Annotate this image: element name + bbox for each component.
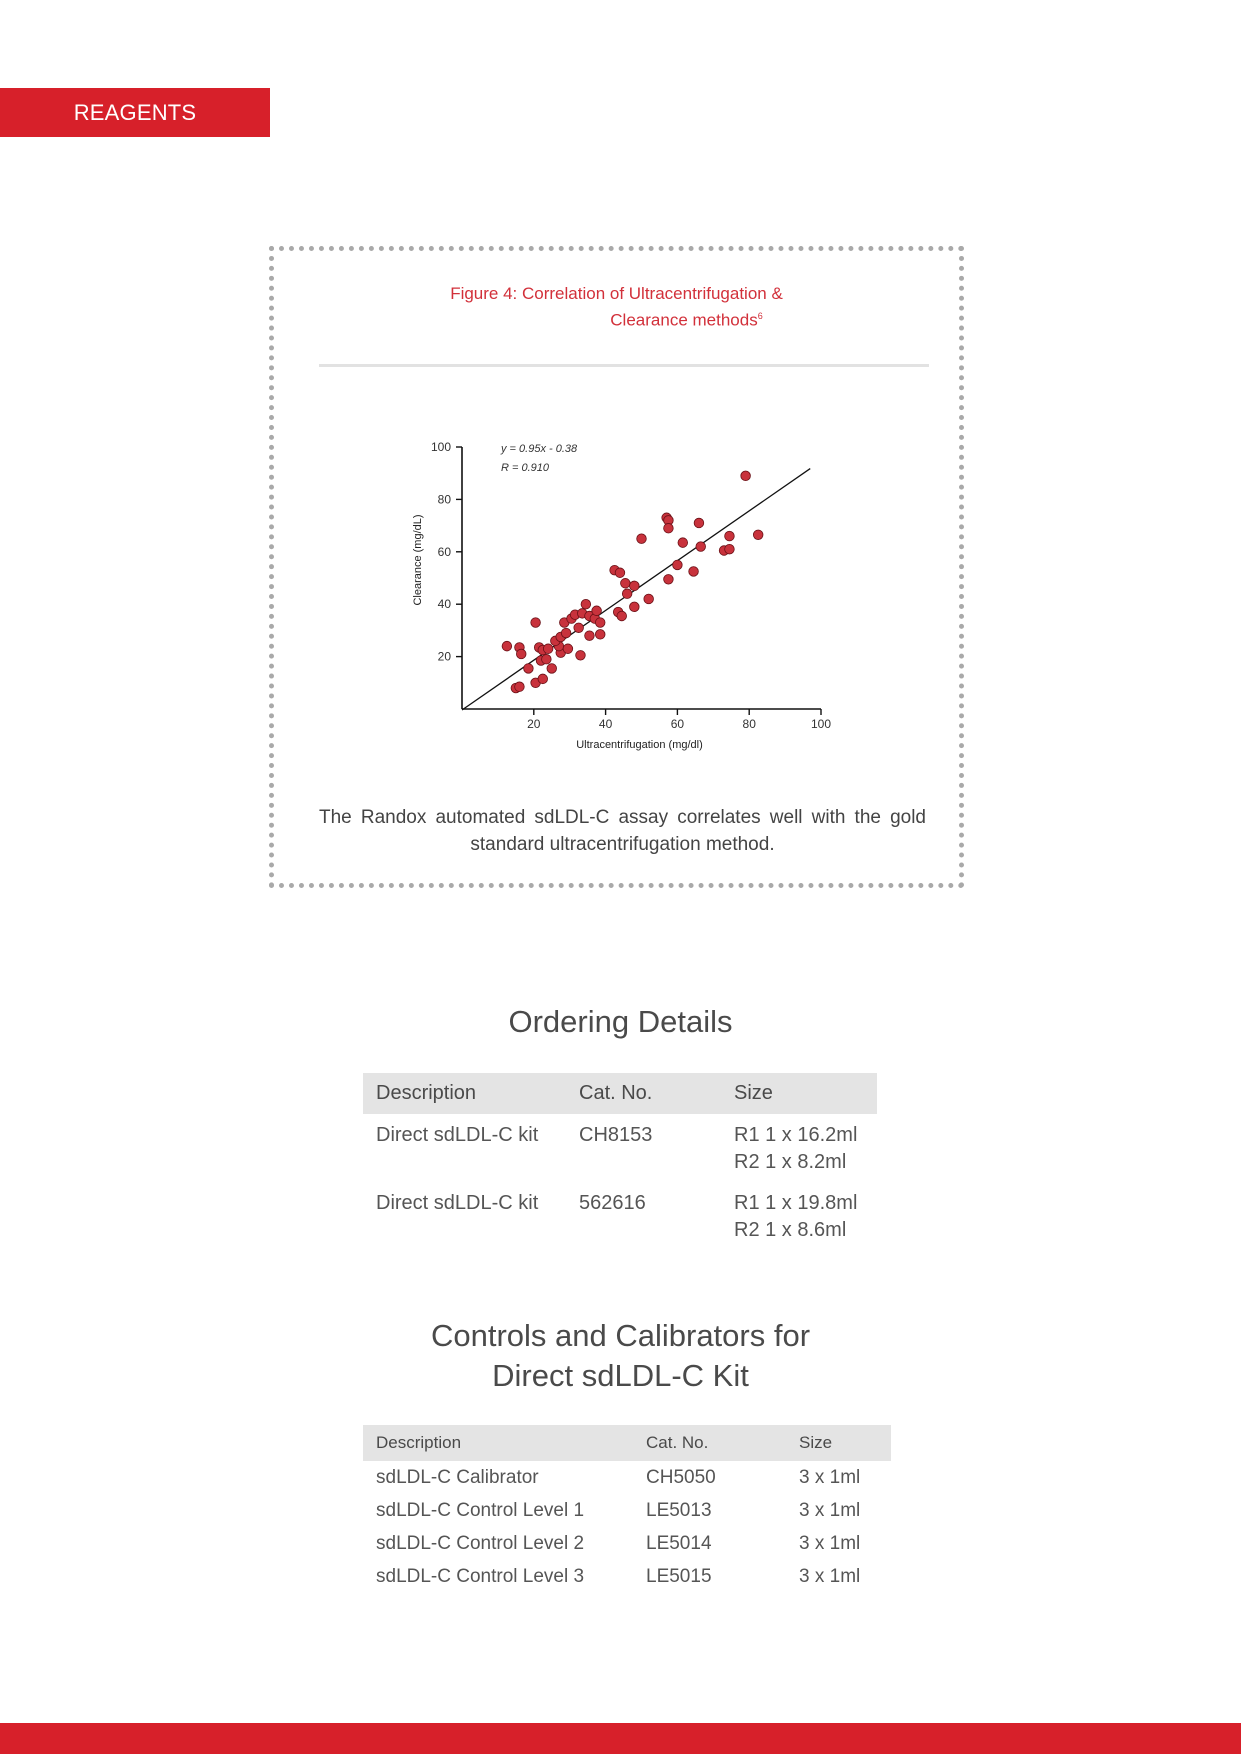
data-point <box>595 630 605 640</box>
col-description: Description <box>363 1073 566 1114</box>
table-row <box>363 1461 891 1494</box>
controls-heading-line2: Direct sdLDL-C Kit <box>492 1358 749 1393</box>
row-cat-no: CH8153 <box>579 1124 653 1146</box>
data-point <box>630 581 640 591</box>
row-cat-no: LE5015 <box>646 1566 712 1587</box>
data-point <box>592 606 602 616</box>
col-size: Size <box>786 1425 891 1461</box>
scatter-chart <box>274 251 959 883</box>
y-tick-label: 100 <box>430 440 451 454</box>
data-point <box>547 664 557 674</box>
data-point <box>531 618 541 628</box>
data-point <box>617 611 627 621</box>
y-tick-label: 80 <box>437 492 451 507</box>
controls-table <box>363 1425 891 1593</box>
data-point <box>673 560 683 570</box>
col-cat-no: Cat. No. <box>566 1073 721 1114</box>
section-tag-label: REAGENTS <box>73 99 197 125</box>
y-tick-label: 20 <box>437 649 451 664</box>
figure-box <box>269 246 964 888</box>
row-description: Direct sdLDL-C kit <box>376 1124 539 1146</box>
data-point <box>542 654 552 664</box>
x-tick-label: 80 <box>742 717 756 731</box>
data-point <box>538 674 548 684</box>
data-point <box>524 664 534 674</box>
data-point <box>621 578 631 588</box>
data-point <box>576 650 586 660</box>
col-description: Description <box>363 1425 633 1461</box>
data-point <box>543 644 553 654</box>
chart-axes <box>462 447 821 709</box>
row-cat-no: CH5050 <box>646 1467 716 1488</box>
data-point <box>678 538 688 548</box>
y-axis-label: Clearance (mg/dL) <box>412 514 424 606</box>
regression-r-value: R = 0.910 <box>501 462 550 474</box>
row-description: sdLDL-C Control Level 3 <box>376 1566 585 1587</box>
row-cat-no: 562616 <box>579 1192 646 1214</box>
col-cat-no: Cat. No. <box>633 1425 786 1461</box>
table-row <box>363 1494 891 1527</box>
x-axis-label: Ultracentrifugation (mg/dl) <box>576 739 703 751</box>
data-point <box>585 631 595 641</box>
data-point <box>741 471 751 481</box>
data-point <box>502 641 512 651</box>
size-r2: R2 1 x 8.2ml <box>734 1151 847 1173</box>
data-point <box>561 628 571 638</box>
ordering-table <box>363 1073 877 1250</box>
data-point <box>595 618 605 628</box>
ordering-table-header <box>363 1073 877 1114</box>
row-description: sdLDL-C Control Level 1 <box>376 1500 585 1521</box>
footer-bar <box>0 1723 1241 1754</box>
row-size <box>721 1182 877 1250</box>
ordering-heading: Ordering Details <box>508 1004 733 1039</box>
data-point <box>689 567 699 577</box>
size-r1: R1 1 x 19.8ml <box>734 1192 858 1214</box>
row-description: sdLDL-C Calibrator <box>376 1467 539 1488</box>
size-r2: R2 1 x 8.6ml <box>734 1219 847 1241</box>
data-point <box>563 644 573 654</box>
controls-table-header <box>363 1425 891 1461</box>
data-point <box>516 649 526 659</box>
figure-title-footnote: 6 <box>757 311 763 321</box>
x-tick-label: 100 <box>810 717 832 731</box>
data-point <box>694 518 704 528</box>
row-size: 3 x 1ml <box>799 1533 861 1554</box>
x-tick-label: 60 <box>670 717 685 731</box>
x-tick-label: 40 <box>598 717 613 731</box>
row-cat-no: LE5013 <box>646 1500 712 1521</box>
data-point <box>615 568 625 578</box>
row-size <box>721 1114 877 1182</box>
row-description: Direct sdLDL-C kit <box>376 1192 539 1214</box>
data-point <box>725 531 735 541</box>
row-size: 3 x 1ml <box>799 1500 861 1521</box>
data-point <box>644 594 654 604</box>
table-row <box>363 1527 891 1560</box>
data-point <box>581 599 591 609</box>
chart-points <box>502 471 763 693</box>
data-point <box>622 589 632 599</box>
x-tick-label: 20 <box>527 717 541 731</box>
section-tag <box>0 88 270 137</box>
data-point <box>574 623 584 633</box>
data-point <box>515 682 525 692</box>
data-point <box>725 544 735 554</box>
controls-heading-line1: Controls and Calibrators for <box>430 1318 811 1353</box>
figure-title-line1: Figure 4: Correlation of Ultracentrifugation & <box>450 284 783 303</box>
row-size: 3 x 1ml <box>799 1467 861 1488</box>
figure-caption: The Randox automated sdLDL-C assay correlates well with the gold standard ultracentrifugation method. <box>319 807 926 855</box>
data-point <box>664 575 674 585</box>
row-size: 3 x 1ml <box>799 1566 861 1587</box>
col-size: Size <box>721 1073 877 1114</box>
size-r1: R1 1 x 16.2ml <box>734 1124 858 1146</box>
table-row <box>363 1560 891 1593</box>
table-row <box>363 1182 877 1250</box>
data-point <box>637 534 647 544</box>
y-tick-label: 40 <box>437 597 451 612</box>
y-tick-label: 60 <box>437 544 451 559</box>
row-description: sdLDL-C Control Level 2 <box>376 1533 585 1554</box>
regression-equation: y = 0.95x - 0.38 <box>501 443 578 455</box>
data-point <box>696 542 706 552</box>
data-point <box>630 602 640 612</box>
controls-heading <box>0 1316 1241 1396</box>
data-point <box>664 523 674 533</box>
row-cat-no: LE5014 <box>646 1533 712 1554</box>
data-point <box>753 530 763 540</box>
table-row <box>363 1114 877 1182</box>
figure-title-line2-text: Clearance methods <box>610 310 758 330</box>
